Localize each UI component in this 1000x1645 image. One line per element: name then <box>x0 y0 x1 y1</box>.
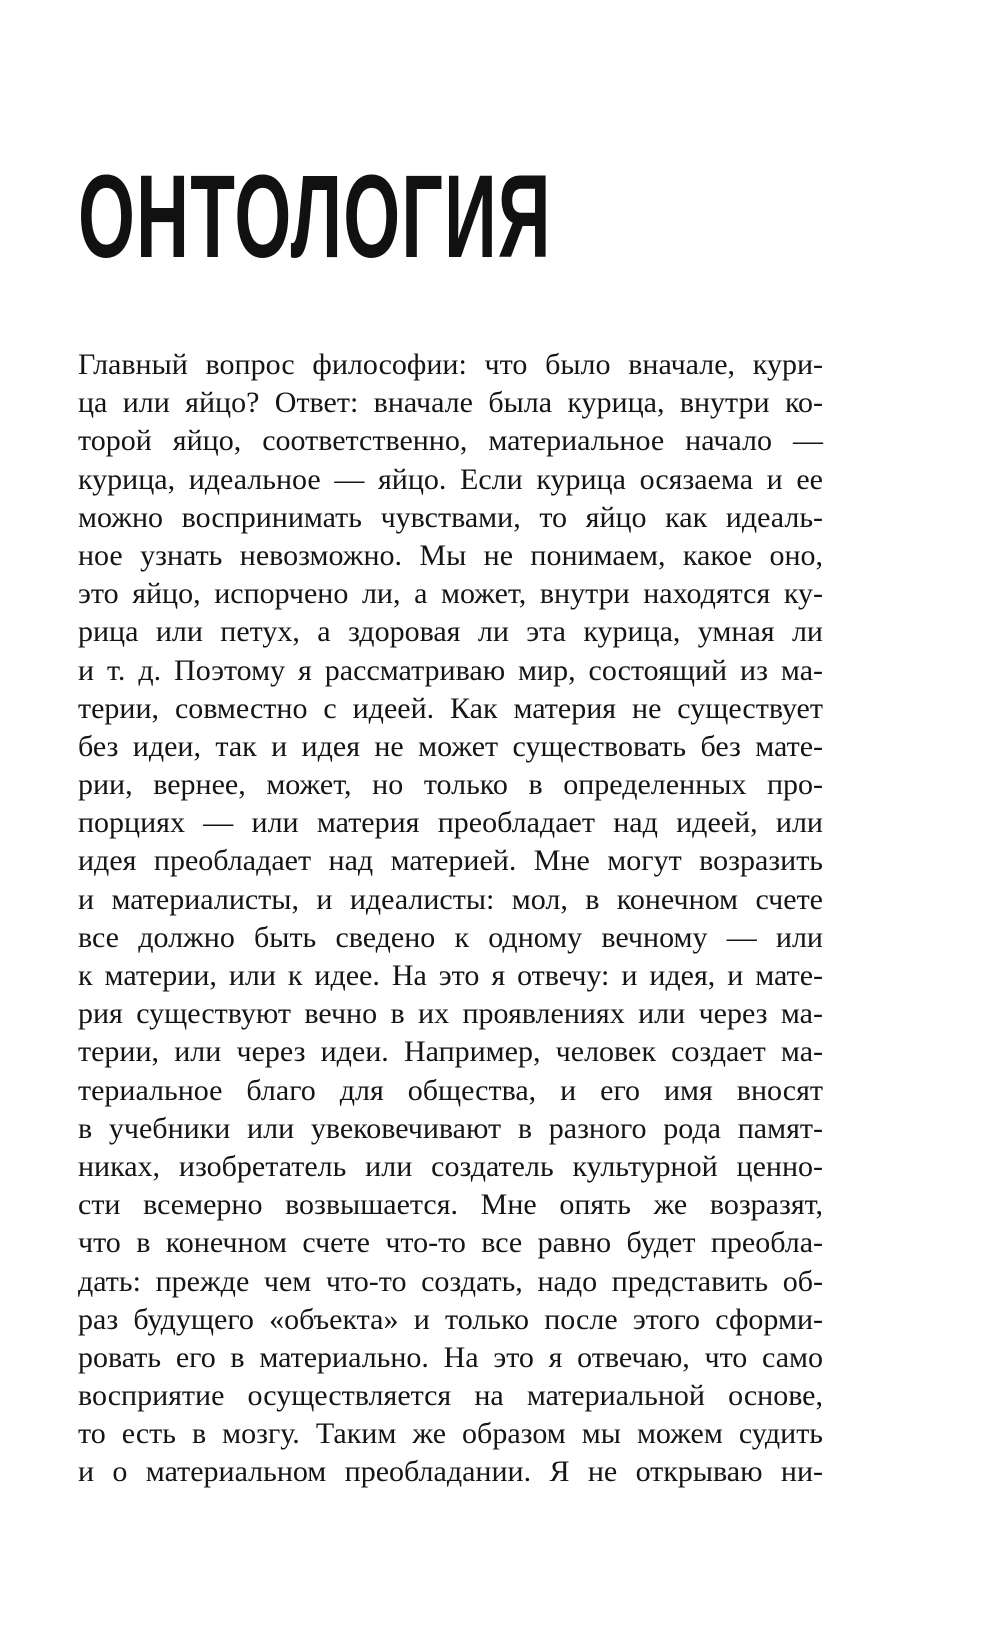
text-line: что в конечном счете что-то все равно будет преобла- <box>78 1226 823 1260</box>
text-line: терии, совместно с идеей. Как материя не существует <box>78 691 823 725</box>
text-line: это яйцо, испорчено ли, а может, внутри находятся ку- <box>78 577 823 611</box>
text-line: рия существуют вечно в их проявлениях или через ма- <box>78 997 823 1031</box>
text-line: териальное благо для общества, и его имя вносят <box>78 1073 823 1107</box>
text-line: порциях — или материя преобладает над идеей, или <box>78 806 823 840</box>
text-line: идея преобладает над материей. Мне могут возразить <box>78 844 823 878</box>
text-line: торой яйцо, соответственно, материальное начало — <box>78 424 823 458</box>
text-line: восприятие осуществляется на материальной основе, <box>78 1379 823 1413</box>
text-line: рица или петух, а здоровая ли эта курица, умная ли <box>78 615 823 649</box>
text-line: курица, идеальное — яйцо. Если курица осязаема и ее <box>78 462 823 496</box>
text-line: сти всемерно возвышается. Мне опять же возразят, <box>78 1188 823 1222</box>
chapter-title: ОНТОЛОГИЯ <box>78 151 552 283</box>
text-line: никах, изобретатель или создатель культурной ценно- <box>78 1149 823 1183</box>
text-line: раз будущего «объекта» и только после этого сформи- <box>78 1302 823 1336</box>
text-line: и материалисты, и идеалисты: мол, в конечном счете <box>78 882 823 916</box>
text-line: Главный вопрос философии: что было вначале, кури- <box>78 348 823 381</box>
text-line: ное узнать невозможно. Мы не понимаем, какое оно, <box>78 538 823 572</box>
text-line: ровать его в материально. На это я отвечаю, что само <box>78 1340 823 1374</box>
text-line: без идеи, так и идея не может существовать без мате- <box>78 729 823 763</box>
text-line: рии, вернее, может, но только в определенных про- <box>78 768 823 802</box>
text-line: и о материальном преобладании. Я не открываю ни- <box>78 1455 823 1489</box>
text-line: терии, или через идеи. Например, человек создает ма- <box>78 1035 823 1069</box>
body-text <box>78 346 823 1492</box>
text-line: и т. д. Поэтому я рассматриваю мир, состоящий из ма- <box>78 653 823 687</box>
text-line: к материи, или к идее. На это я отвечу: и идея, и мате- <box>78 959 823 992</box>
text-line: ца или яйцо? Ответ: вначале была курица, внутри ко- <box>78 386 823 420</box>
text-line: в учебники или увековечивают в разного рода памят- <box>78 1111 823 1145</box>
text-line: дать: прежде чем что-то создать, надо представить об- <box>78 1264 823 1298</box>
text-line: все должно быть сведено к одному вечному — или <box>78 920 823 954</box>
text-line: можно воспринимать чувствами, то яйцо как идеаль- <box>78 500 823 534</box>
text-line: то есть в мозгу. Таким же образом мы можем судить <box>78 1417 823 1451</box>
